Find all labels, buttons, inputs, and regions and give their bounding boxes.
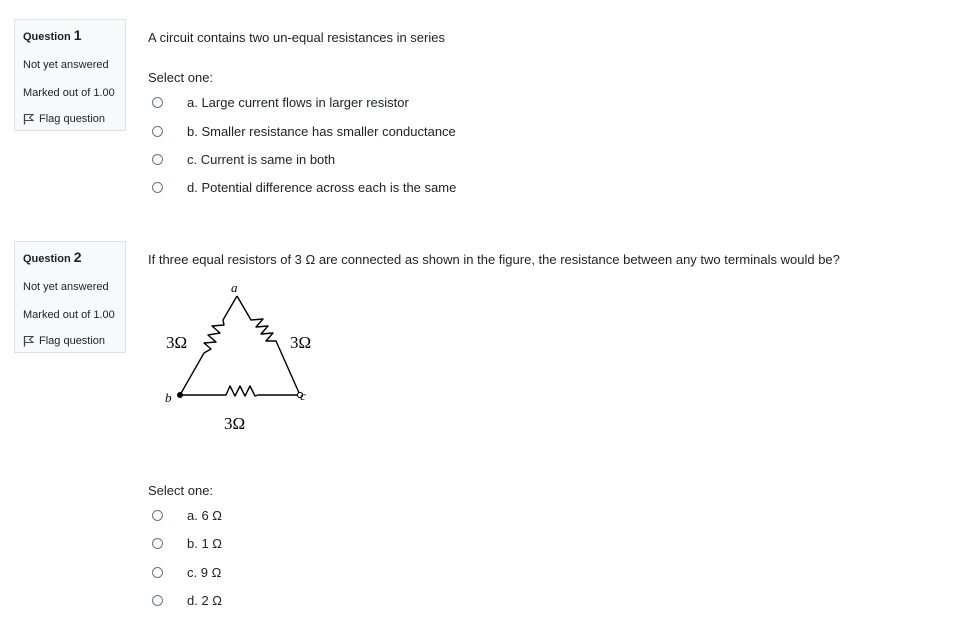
q2-option-c[interactable]: [152, 563, 221, 581]
flag-icon: [23, 113, 34, 125]
q2-option-d[interactable]: [152, 591, 222, 609]
flag-icon: [23, 335, 34, 347]
option-label: a. Large current flows in larger resistor: [187, 94, 409, 110]
left-resistor-symbol: [180, 296, 237, 395]
select-one-prompt: Select one:: [148, 70, 214, 85]
question-2-info: [14, 241, 126, 353]
q1-option-d[interactable]: [152, 178, 456, 196]
q1-option-b[interactable]: [152, 122, 456, 140]
bottom-resistor-label: 3Ω: [224, 414, 246, 433]
radio-button[interactable]: [152, 182, 163, 193]
q2-option-a[interactable]: [152, 506, 222, 524]
option-label: b. Smaller resistance has smaller conductance: [187, 123, 456, 139]
radio-button[interactable]: [152, 126, 163, 137]
radio-button[interactable]: [152, 510, 163, 521]
flag-question-button[interactable]: [23, 112, 117, 126]
flag-question-label: Flag question: [39, 113, 106, 125]
circuit-figure: [160, 278, 330, 438]
question-number-value: 2: [73, 249, 82, 265]
radio-button[interactable]: [152, 154, 163, 165]
terminal-c-label: c: [300, 388, 306, 403]
question-1-text: A circuit contains two un-equal resistances in series: [148, 30, 445, 45]
select-one-prompt: Select one:: [148, 483, 214, 498]
question-state: Not yet answered: [23, 281, 109, 293]
question-number: [23, 250, 117, 266]
question-grade: Marked out of 1.00: [23, 87, 115, 99]
flag-question-label: Flag question: [39, 335, 106, 347]
option-label: c. 9 Ω: [187, 564, 222, 580]
q2-option-b[interactable]: [152, 534, 222, 552]
q1-option-c[interactable]: [152, 150, 335, 168]
option-label: d. 2 Ω: [187, 592, 223, 608]
option-label: b. 1 Ω: [187, 535, 223, 551]
option-label: c. Current is same in both: [187, 151, 336, 167]
question-label: Question: [23, 31, 71, 43]
left-resistor-label: 3Ω: [166, 333, 188, 352]
option-label: d. Potential difference across each is the same: [187, 179, 457, 195]
radio-button[interactable]: [152, 97, 163, 108]
question-label: Question: [23, 253, 71, 265]
radio-button[interactable]: [152, 595, 163, 606]
question-1-info: [14, 19, 126, 131]
radio-button[interactable]: [152, 567, 163, 578]
q1-option-a[interactable]: [152, 93, 409, 111]
question-grade: Marked out of 1.00: [23, 309, 115, 321]
bottom-resistor-symbol: [180, 386, 300, 396]
terminal-b-label: b: [165, 390, 172, 405]
flag-question-button[interactable]: [23, 334, 117, 348]
option-label: a. 6 Ω: [187, 507, 223, 523]
question-2-text: If three equal resistors of 3 Ω are connected as shown in the figure, the resistance between any two terminals would be?: [148, 252, 840, 267]
radio-button[interactable]: [152, 538, 163, 549]
right-resistor-label: 3Ω: [290, 333, 312, 352]
question-state: Not yet answered: [23, 59, 109, 71]
terminal-a-label: a: [231, 280, 238, 295]
question-number: [23, 28, 117, 44]
question-number-value: 1: [73, 27, 82, 43]
terminal-b-dot: [177, 392, 183, 398]
